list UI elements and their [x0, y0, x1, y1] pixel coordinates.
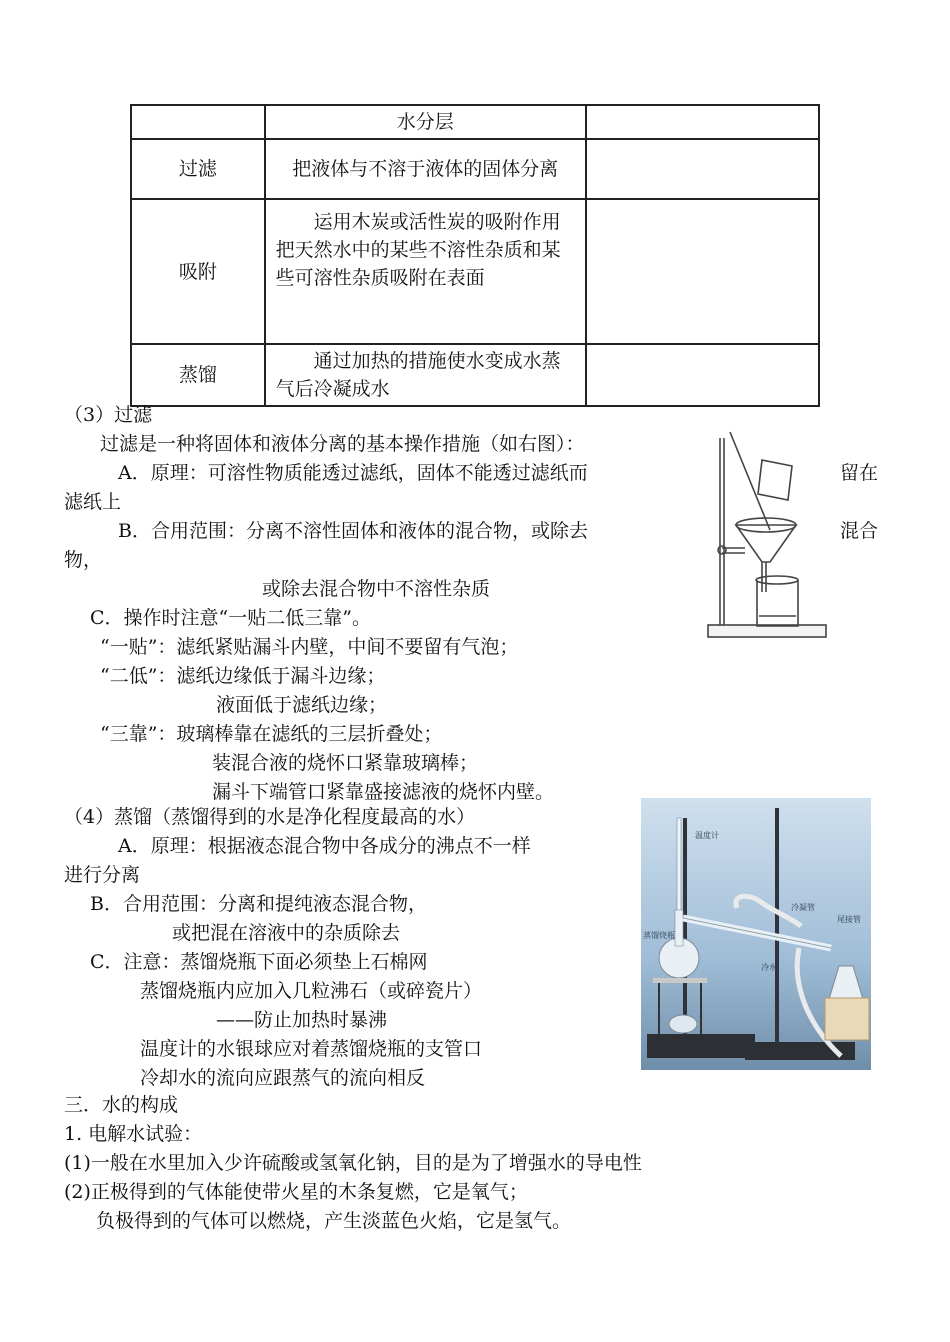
distillation-note: 温度计的水银球应对着蒸馏烧瓶的支管口 — [140, 1038, 483, 1060]
filtration-scope-cont: 物， — [64, 549, 103, 571]
distillation-heading: （4）蒸馏（蒸馏得到的水是净化程度最高的水） — [64, 806, 476, 828]
table-cell-note — [586, 199, 819, 344]
table-cell-description: 把液体与不溶于液体的固体分离 — [265, 139, 586, 199]
table-cell-method: 吸附 — [131, 199, 265, 344]
table-cell-description: 通过加热的措施使水变成水蒸气后冷凝成水 — [265, 344, 586, 406]
photo-label-condenser: 冷凝管 — [791, 903, 815, 912]
filtration-scope: B．合用范围：分离不溶性固体和液体的混合物，或除去 — [118, 520, 588, 542]
photo-label-thermometer: 温度计 — [695, 831, 719, 840]
table-row — [131, 344, 819, 406]
distillation-apparatus-photo — [641, 798, 871, 1070]
photo-label-adapter: 尾接管 — [837, 915, 861, 924]
electrolysis-item: (2)正极得到的气体能使带火星的木条复燃，它是氧气； — [64, 1181, 528, 1203]
distillation-note: 冷却水的流向应跟蒸气的流向相反 — [140, 1067, 426, 1089]
filtration-note: 漏斗下端管口紧靠盛接滤液的烧怀内壁。 — [212, 781, 555, 803]
electrolysis-item: (1)一般在水里加入少许硫酸或氢氧化钠，目的是为了增强水的导电性 — [64, 1152, 642, 1174]
table-row — [131, 139, 819, 199]
table-cell-note — [586, 139, 819, 199]
filtration-note: “二低”：滤纸边缘低于漏斗边缘； — [100, 665, 386, 687]
composition-heading: 三．水的构成 — [64, 1094, 179, 1116]
table-row — [131, 105, 819, 139]
photo-label-water-in: 冷水 — [761, 963, 777, 972]
table-cell-method: 蒸馏 — [131, 344, 265, 406]
filtration-apparatus-figure — [700, 430, 835, 645]
distillation-scope-cont: 或把混在溶液中的杂质除去 — [172, 922, 401, 944]
distillation-note: C．注意：蒸馏烧瓶下面必须垫上石棉网 — [90, 951, 428, 973]
filtration-note: “一贴”：滤纸紧贴漏斗内壁，中间不要留有气泡； — [100, 636, 519, 658]
table-cell-method — [131, 105, 265, 139]
table-cell-description: 水分层 — [265, 105, 586, 139]
filtration-note: “三靠”：玻璃棒靠在滤纸的三层折叠处； — [100, 723, 443, 745]
filtration-intro: 过滤是一种将固体和液体分离的基本操作措施（如右图）： — [100, 433, 585, 455]
table-row — [131, 199, 819, 344]
distillation-note: 蒸馏烧瓶内应加入几粒沸石（或碎瓷片） — [140, 980, 483, 1002]
table-cell-method: 过滤 — [131, 139, 265, 199]
distillation-principle: A．原理：根据液态混合物中各成分的沸点不一样 — [118, 835, 531, 857]
electrolysis-heading: 1. 电解水试验： — [64, 1123, 203, 1145]
electrolysis-item: 负极得到的气体可以燃烧，产生淡蓝色火焰，它是氢气。 — [96, 1210, 572, 1232]
filtration-heading: （3）过滤 — [64, 404, 153, 426]
filtration-scope-cont2: 或除去混合物中不溶性杂质 — [262, 578, 491, 600]
distillation-note: ——防止加热时暴沸 — [216, 1009, 388, 1031]
filtration-principle: A．原理：可溶性物质能透过滤纸，固体不能透过滤纸而 — [118, 462, 588, 484]
filtration-note: 液面低于滤纸边缘； — [216, 694, 388, 716]
table-cell-note — [586, 105, 819, 139]
filtration-principle-tail: 留在 — [840, 462, 879, 484]
table-cell-note — [586, 344, 819, 406]
distillation-scope: B．合用范围：分离和提纯液态混合物， — [90, 893, 427, 915]
separation-table — [130, 104, 820, 407]
photo-label-flask: 蒸馏烧瓶 — [643, 931, 675, 940]
table-cell-description: 运用木炭或活性炭的吸附作用把天然水中的某些不溶性杂质和某些可溶性杂质吸附在表面 — [265, 199, 586, 344]
filtration-principle-cont: 滤纸上 — [64, 491, 122, 513]
filtration-note: 装混合液的烧怀口紧靠玻璃棒； — [212, 752, 479, 774]
filtration-scope-tail: 混合 — [840, 520, 879, 542]
filtration-notes-title: C．操作时注意“一贴二低三靠”。 — [90, 607, 371, 629]
distillation-principle-cont: 进行分离 — [64, 864, 141, 886]
